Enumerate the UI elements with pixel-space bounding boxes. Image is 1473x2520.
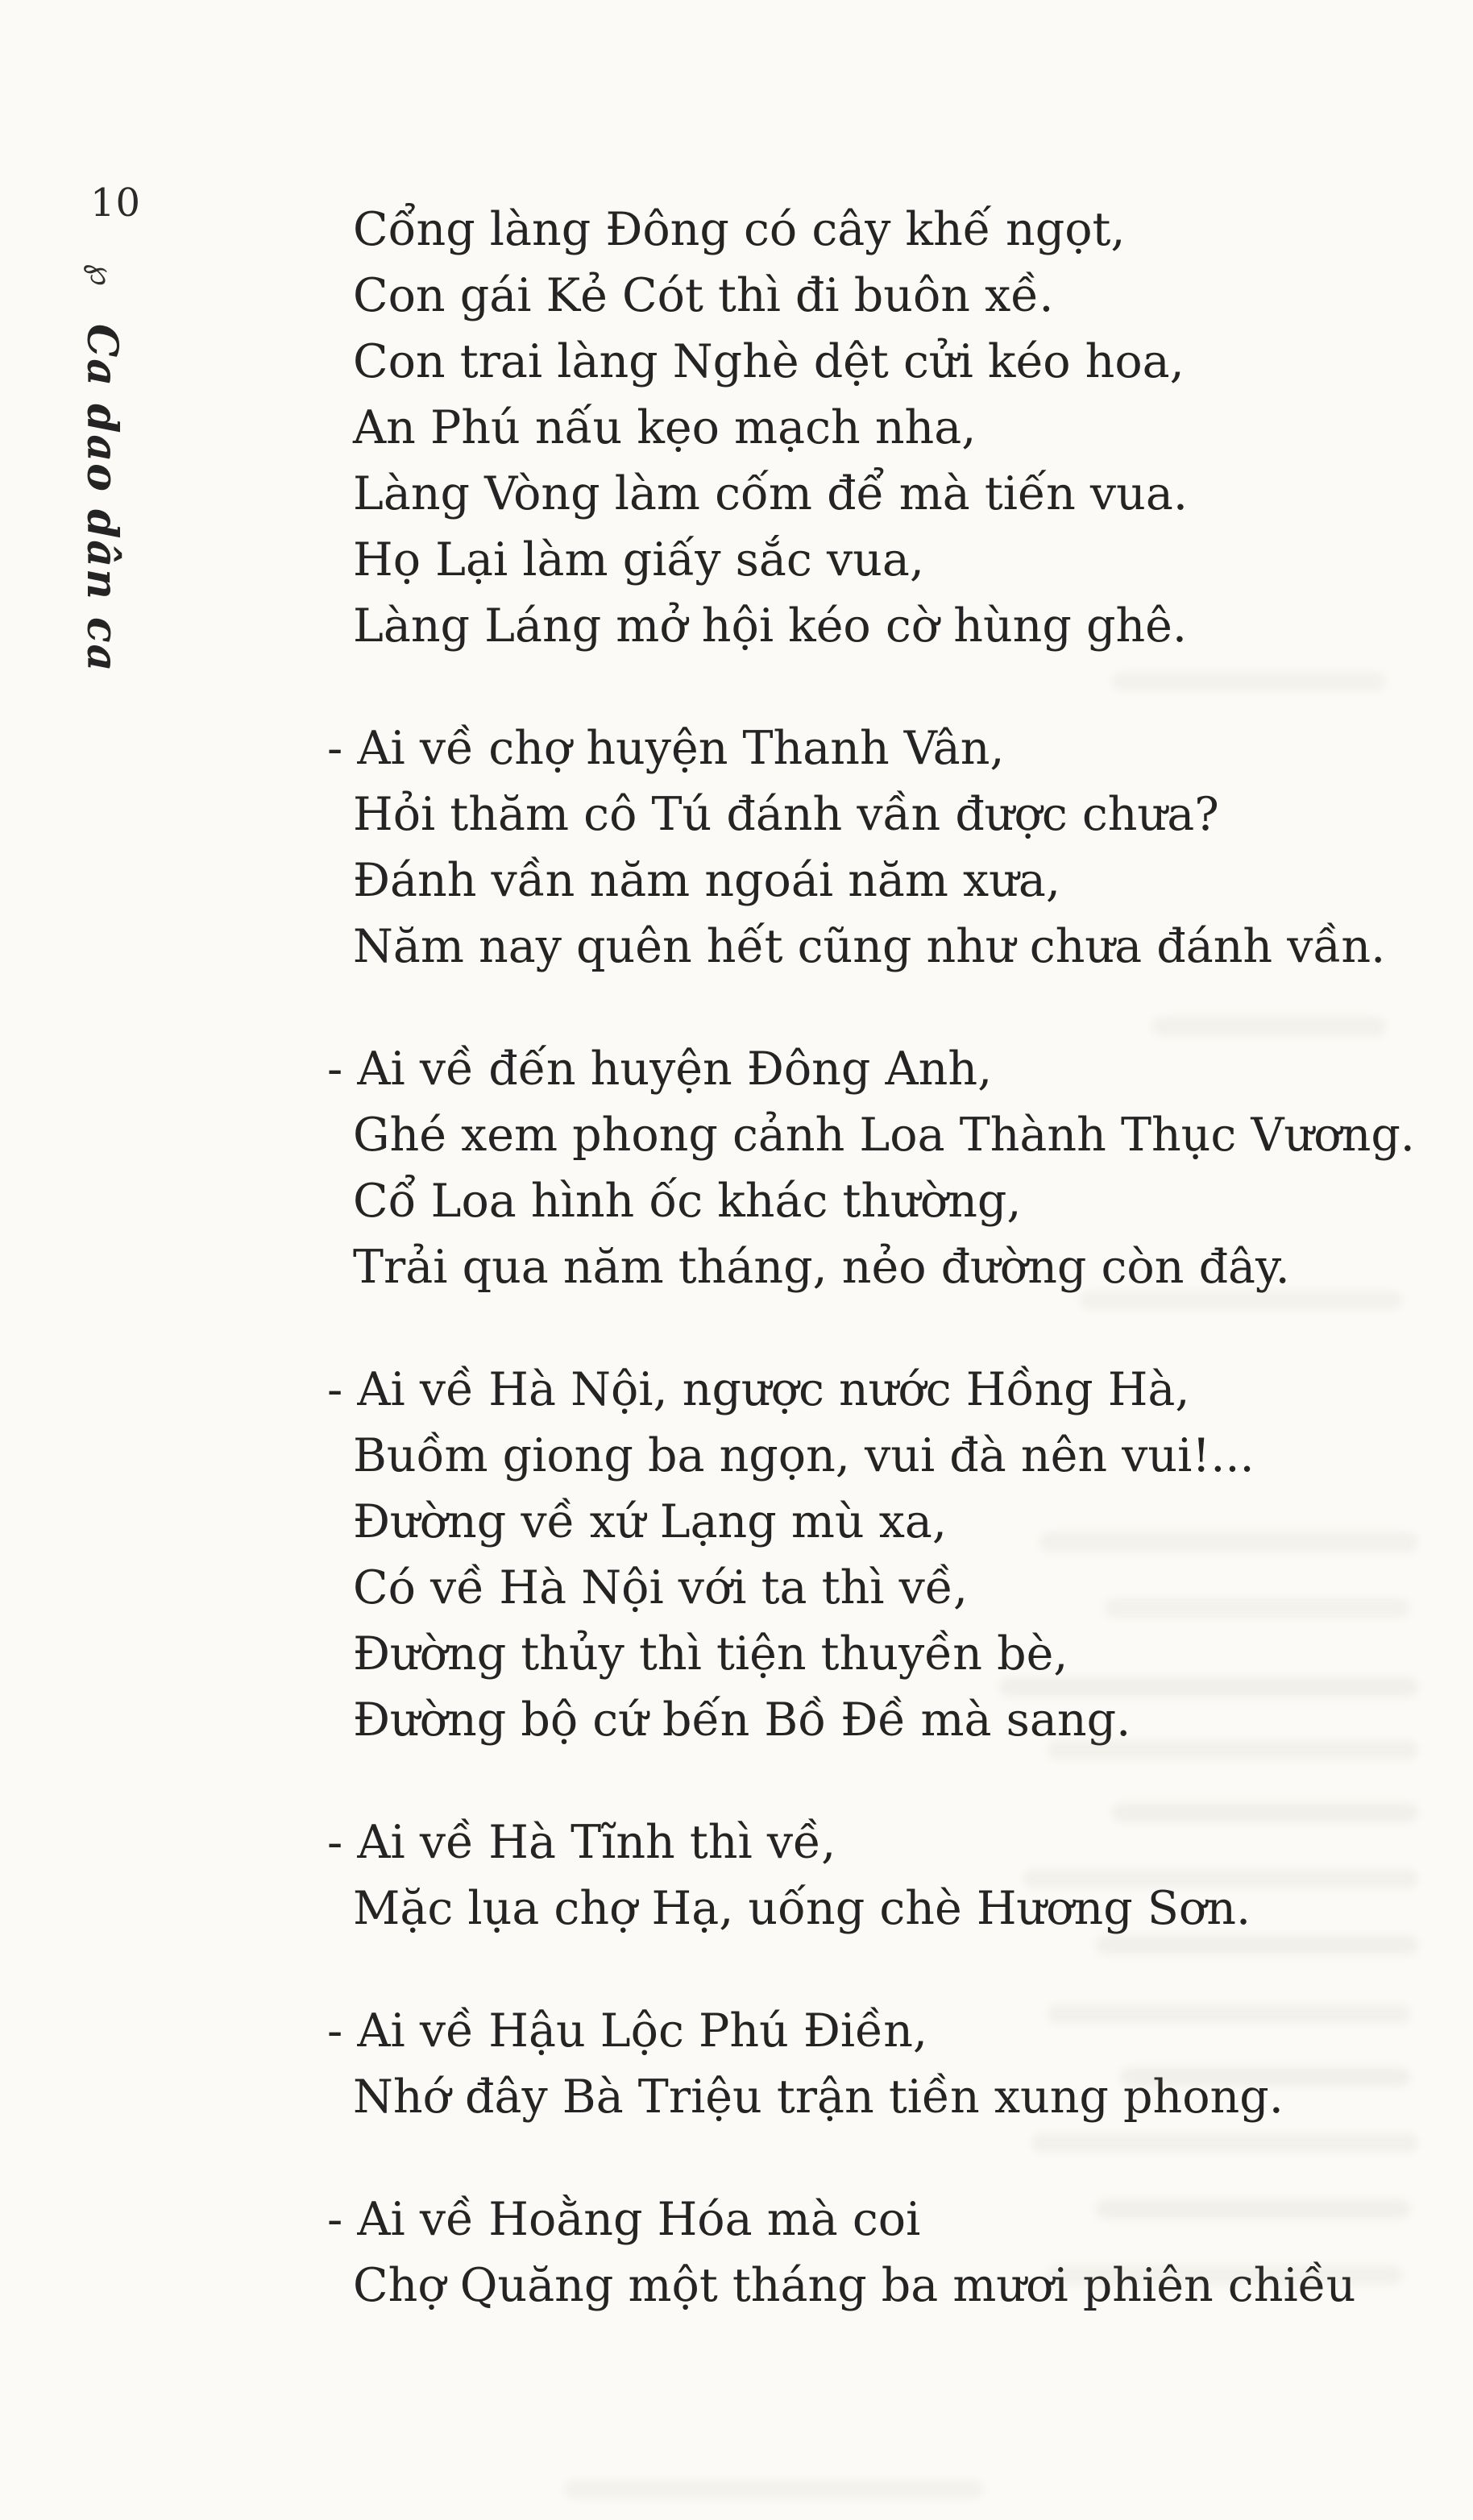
poem-line: Làng Vòng làm cốm để mà tiến vua.: [353, 467, 1188, 520]
poem-line: Đường thủy thì tiện thuyền bè,: [353, 1627, 1068, 1681]
bleedthrough-mark: [564, 2480, 983, 2499]
bleedthrough-mark: [1152, 1017, 1386, 1036]
poem-line: Họ Lại làm giấy sắc vua,: [353, 533, 924, 586]
poem-line: Năm nay quên hết cũng như chưa đánh vần.: [353, 920, 1386, 973]
stanza: [327, 197, 1431, 659]
bleedthrough-mark: [1031, 2133, 1418, 2153]
poem-line: Đường bộ cứ bến Bồ Đề mà sang.: [353, 1693, 1131, 1747]
poem-line: Trải qua năm tháng, nẻo đường còn đây.: [353, 1241, 1290, 1294]
page-number: 10: [90, 180, 142, 226]
poem-line: - Ai về Hậu Lộc Phú Điền,: [327, 2004, 928, 2058]
bleedthrough-mark: [999, 1677, 1418, 1697]
poem-line: Chợ Quăng một tháng ba mươi phiên chiều: [353, 2259, 1356, 2312]
bleedthrough-mark: [1112, 1803, 1418, 1822]
stanza: [327, 715, 1431, 980]
poem-line: - Ai về đến huyện Đông Anh,: [327, 1042, 993, 1096]
poem-line: Đánh vần năm ngoái năm xưa,: [353, 854, 1061, 907]
bleedthrough-mark: [1048, 2004, 1410, 2024]
poem-line: Có về Hà Nội với ta thì về,: [353, 1561, 969, 1614]
bleedthrough-mark: [1039, 1532, 1418, 1552]
bleedthrough-mark: [1080, 1291, 1402, 1310]
poem-line: - Ai về Hoằng Hóa mà coi: [327, 2193, 921, 2246]
poem-line: Ghé xem phong cảnh Loa Thành Thục Vương.: [353, 1109, 1415, 1162]
book-title-vertical: Ca dao dân ca: [77, 324, 127, 674]
poem-line: Cổng làng Đông có cây khế ngọt,: [353, 203, 1126, 256]
bleedthrough-mark: [1112, 672, 1386, 691]
poem-line: Con trai làng Nghè dệt cửi kéo hoa,: [353, 335, 1185, 388]
poem-line: - Ai về chợ huyện Thanh Vân,: [327, 722, 1005, 775]
poem-line: - Ai về Hà Tĩnh thì về,: [327, 1816, 836, 1869]
poem-line: Hỏi thăm cô Tú đánh vần được chưa?: [353, 788, 1219, 841]
poem-line: - Ai về Hà Nội, ngược nước Hồng Hà,: [327, 1363, 1190, 1416]
poem-line: Đường về xứ Lạng mù xa,: [353, 1495, 947, 1548]
poem-line: Mặc lụa chợ Hạ, uống chè Hương Sơn.: [353, 1882, 1251, 1935]
poem-line: Làng Láng mở hội kéo cờ hùng ghê.: [353, 599, 1188, 653]
poem-line: Cổ Loa hình ốc khác thường,: [353, 1175, 1022, 1228]
poem-line: Con gái Kẻ Cót thì đi buôn xề.: [353, 269, 1054, 322]
poem-line: Buồm giong ba ngọn, vui đà nên vui!...: [353, 1429, 1255, 1482]
bleedthrough-mark: [1104, 1598, 1410, 1618]
bleedthrough-mark: [1023, 1869, 1418, 1888]
poem-body: [327, 197, 1431, 2375]
poem-line: Nhớ đây Bà Triệu trận tiền xung phong.: [353, 2070, 1284, 2124]
bleedthrough-mark: [1120, 2067, 1410, 2087]
margin-ornament-icon: ℘: [82, 263, 120, 286]
stanza: [327, 1036, 1431, 1300]
poem-line: An Phú nấu kẹo mạch nha,: [353, 401, 977, 454]
bleedthrough-mark: [1096, 2199, 1410, 2219]
bleedthrough-mark: [1048, 1740, 1418, 1759]
bleedthrough-mark: [1048, 2265, 1402, 2285]
bleedthrough-mark: [1096, 1935, 1418, 1954]
